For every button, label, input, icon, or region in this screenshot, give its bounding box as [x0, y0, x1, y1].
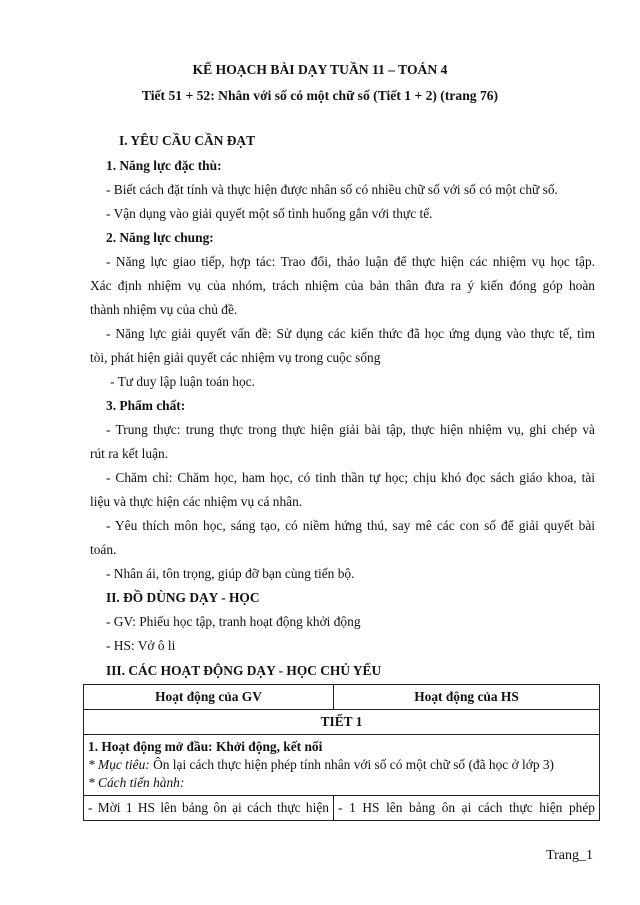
- teacher-activity-text: - Mời 1 HS lên bảng ôn ại cách thực hiện: [88, 800, 329, 815]
- student-activity-text: - 1 HS lên bảng ôn ại cách thực hiện phép: [338, 800, 595, 815]
- sub1-item-2: - Vận dụng vào giải quyết một số tình huống gắn với thực tế.: [106, 206, 433, 221]
- sub1-item-1: - Biết cách đặt tính và thực hiện được nhân số có nhiều chữ số với số có một chữ số.: [106, 182, 558, 197]
- goal-label: * Mục tiêu:: [88, 757, 150, 772]
- teacher-activity-cell: [84, 796, 334, 821]
- column-header-student: Hoạt động của HS: [334, 685, 600, 710]
- column-header-teacher: Hoạt động của GV: [84, 685, 334, 710]
- sub3-p4: - Nhân ái, tôn trọng, giúp đỡ bạn cùng tiến bộ.: [106, 566, 355, 581]
- sub3-p2-line-2: liệu và thực hiện các nhiệm vụ cá nhân.: [90, 494, 303, 509]
- table-activity-row: [84, 735, 600, 796]
- activities-table: [83, 684, 600, 821]
- document-subtitle: Tiết 51 + 52: Nhân với số có một chữ số (Tiết 1 + 2) (trang 76): [141, 88, 499, 103]
- sub2-p2-line-2: tòi, phát hiện giải quyết các nhiệm vụ trong cuộc sống: [90, 350, 381, 365]
- goal-text: Ôn lại cách thực hiện phép tính nhân với số có một chữ số (đã học ở lớp 3): [149, 757, 555, 772]
- activity-cell: [84, 735, 600, 796]
- sub2-p3: - Tư duy lập luận toán học.: [110, 374, 255, 389]
- sub2-p2-line-1: - Năng lực giải quyết vấn đề: Sử dụng các kiến thức đã học ứng dụng vào thực tế, tìm: [106, 326, 595, 341]
- activity-goal: [88, 756, 595, 774]
- sub3-p2-line-1: - Chăm chỉ: Chăm học, ham học, có tinh thần tự học; chịu khó đọc sách giáo khoa, tài: [106, 470, 595, 485]
- table-row: [84, 796, 600, 821]
- page-number: Trang_1: [546, 848, 593, 863]
- section-2-heading: II. ĐỒ DÙNG DẠY - HỌC: [106, 590, 260, 605]
- sub3-p1-line-2: rút ra kết luận.: [90, 446, 169, 461]
- subsection-3-heading: 3. Phẩm chất:: [106, 398, 186, 413]
- subsection-2-heading: 2. Năng lực chung:: [106, 230, 214, 245]
- period-label: TIẾT 1: [84, 710, 600, 735]
- section-2-item-2: - HS: Vở ô li: [106, 638, 176, 653]
- student-activity-cell: [334, 796, 600, 821]
- sub3-p1-line-1: - Trung thực: trung thực trong thực hiện giải bài tập, thực hiện nhiệm vụ, ghi chép và: [106, 422, 595, 437]
- activity-title: 1. Hoạt động mở đầu: Khởi động, kết nối: [88, 739, 323, 754]
- section-1-heading: I. YÊU CẦU CẦN ĐẠT: [119, 133, 256, 148]
- subsection-1-heading: 1. Năng lực đặc thù:: [106, 158, 222, 173]
- document-title: KẾ HOẠCH BÀI DẠY TUẦN 11 – TOÁN 4: [192, 62, 448, 77]
- sub2-p1-line-1: - Năng lực giao tiếp, hợp tác: Trao đổi, thảo luận để thực hiện các nhiệm vụ học tập.: [106, 254, 595, 269]
- table-header-row: [84, 685, 600, 710]
- sub3-p3-line-1: - Yêu thích môn học, sáng tạo, có niềm hứng thú, say mê các con số để giải quyết bài: [106, 518, 595, 533]
- section-2-item-1: - GV: Phiếu học tập, tranh hoạt động khởi động: [106, 614, 361, 629]
- sub3-p3-line-2: toán.: [90, 542, 117, 557]
- sub2-p1-line-3: thành nhiệm vụ của chủ đề.: [90, 302, 238, 317]
- section-3-heading: III. CÁC HOẠT ĐỘNG DẠY - HỌC CHỦ YẾU: [106, 663, 382, 678]
- method-label: * Cách tiến hành:: [88, 775, 185, 790]
- table-period-row: [84, 710, 600, 735]
- sub2-p1-line-2: Xác định nhiệm vụ của nhóm, trách nhiệm của bản thân đưa ra ý kiến đóng góp hoàn: [90, 278, 595, 293]
